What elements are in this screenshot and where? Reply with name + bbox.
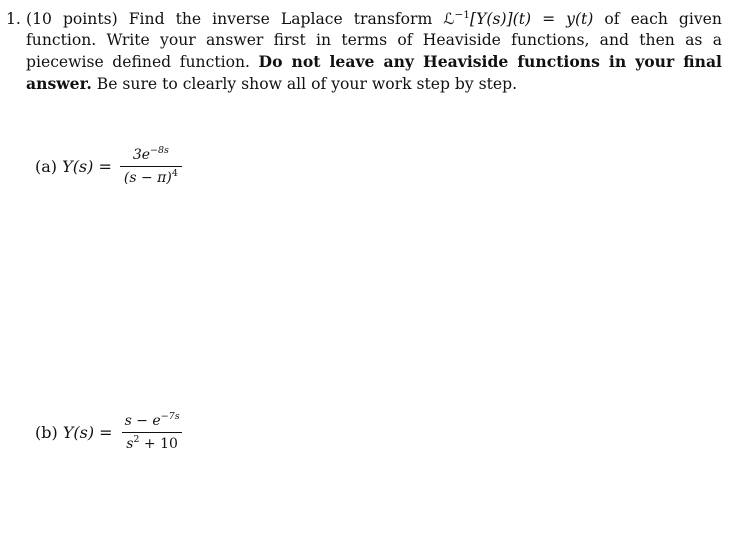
bold-instruction: Do not leave any Heaviside functions in your final answer.	[26, 52, 722, 93]
laplace-operator	[443, 10, 593, 28]
problem-intro-end: of each given function. Write your answer first in terms of Heaviside functions, and then as a piecewise defined function.	[26, 10, 722, 71]
part-b-numerator: $s - e^{-7s}$	[124, 411, 180, 429]
laplace-argument: [Y(s)](t) = y(t)	[469, 10, 594, 28]
part-a-denominator: $(s - \pi)^4$	[120, 166, 182, 187]
problem-statement	[6, 9, 722, 95]
part-a-label: (a)	[35, 157, 58, 176]
part-a-lhs: Y(s) =	[62, 157, 112, 176]
part-b-fraction	[121, 412, 184, 453]
part-a	[35, 146, 182, 187]
part-b	[35, 412, 184, 453]
part-a-numerator: $3e^{-8s}$	[132, 145, 169, 163]
problem-body	[26, 9, 722, 95]
problem-number: 1.	[6, 10, 21, 28]
problem-closing: Be sure to clearly show all of your work step by step.	[96, 75, 518, 93]
part-b-denominator: $s^2 + 10$	[122, 432, 182, 453]
part-a-fraction	[120, 146, 182, 187]
part-b-lhs: Y(s) =	[62, 423, 113, 442]
laplace-inverse-exponent: −1	[454, 9, 470, 21]
part-b-label: (b)	[35, 423, 58, 442]
laplace-symbol: ℒ	[443, 10, 455, 28]
problem-points: (10 points)	[26, 10, 118, 28]
problem-intro: Find the inverse Laplace transform	[128, 10, 433, 28]
